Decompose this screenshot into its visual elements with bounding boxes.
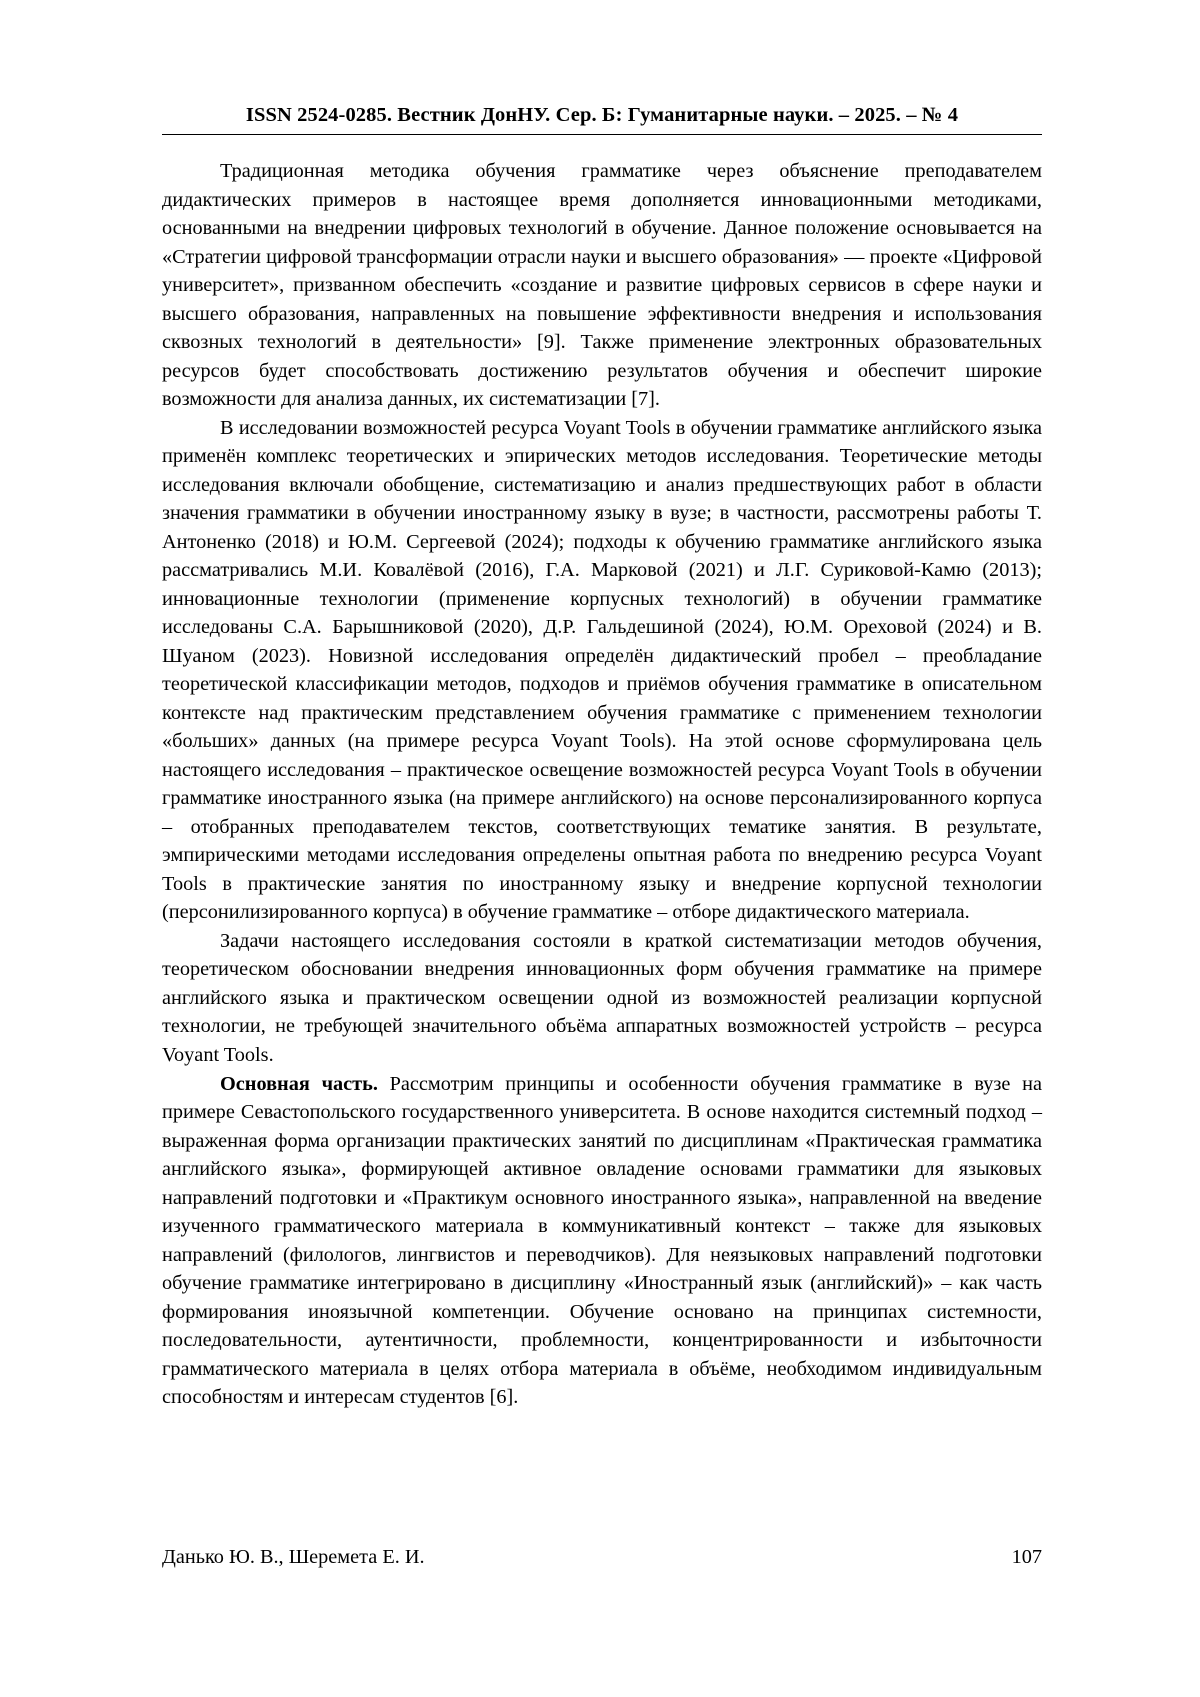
header-rule bbox=[162, 134, 1042, 135]
footer-page-number: 107 bbox=[1011, 1546, 1042, 1568]
body-text bbox=[162, 157, 1042, 1412]
paragraph-1: Традиционная методика обучения грамматике через объяснение преподавателем дидактических примеров в настоящее время дополняется инновационными методиками, основанными на внедрении цифровых технологий в обучение. Данное положение основывается на «Стратегии цифровой трансформации отрасли науки и высшего образования» — проекте «Цифровой университет», призванном обеспечить «создание и развитие цифровых сервисов в сфере науки и высшего образования, направленных на повышение эффективности внедрения и использования сквозных технологий в деятельности» [9]. Также применение электронных образовательных ресурсов будет способствовать достижению результатов обучения и обеспечит широкие возможности для анализа данных, их систематизации [7]. bbox=[162, 160, 1042, 411]
running-head: ISSN 2524-0285. Вестник ДонНУ. Сер. Б: Гуманитарные науки. – 2025. – № 4 bbox=[245, 104, 959, 126]
paragraph-4 bbox=[162, 1070, 1042, 1412]
paragraph-4-text: Рассмотрим принципы и особенности обучения грамматике в вузе на примере Севастопольского государственного университета. В основе находится системный подход – выраженная форма организации практических занятий по дисциплинам «Практическая грамматика английского языка», формирующей активное овладение основами грамматики для языковых направлений подготовки и «Практикум основного иностранного языка», направленной на введение изученного грамматического материала в коммуникативный контекст – также для языковых направлений (филологов, лингвистов и переводчиков). Для неязыковых направлений подготовки обучение грамматике интегрировано в дисциплину «Иностранный язык (английский)» – как часть формирования иноязычной компетенции. Обучение основано на принципах системности, последовательности, аутентичности, проблемности, концентрированности и избыточности грамматического материала в целях отбора материала в объёме, необходимом индивидуальным способностям и интересам студентов [6]. bbox=[162, 1072, 1042, 1409]
section-heading-inline: Основная часть. bbox=[220, 1072, 378, 1095]
page-footer bbox=[162, 1546, 1042, 1569]
footer-authors: Данько Ю. В., Шеремета Е. И. bbox=[162, 1546, 425, 1568]
paragraph-2: В исследовании возможностей ресурса Voyant Tools в обучении грамматике английского языка применён комплекс теоретических и эпирических методов исследования. Теоретические методы исследования включали обобщение, систематизацию и анализ предшествующих работ в области значения грамматики в обучении иностранному языку в вузе; в частности, рассмотрены работы Т. Антоненко (2018) и Ю.М. Сергеевой (2024); подходы к обучению грамматике английского языка рассматривались М.И. Ковалёвой (2016), Г.А. Марковой (2021) и Л.Г. Суриковой-Камю (2013); инновационные технологии (применение корпусных технологий) в обучении грамматике исследованы С.А. Барышниковой (2020), Д.Р. Гальдешиной (2024), Ю.М. Ореховой (2024) и В. Шуаном (2023). Новизной исследования определён дидактический пробел – преобладание теоретической классификации методов, подходов и приёмов обучения грамматике в описательном контексте над практическим представлением обучения грамматике с применением технологии «больших» данных (на примере ресурса Voyant Tools). На этой основе сформулирована цель настоящего исследования – практическое освещение возможностей ресурса Voyant Tools в обучении грамматике иностранного языка (на примере английского) на основе персонализированного корпуса – отобранных преподавателем текстов, соответствующих тематике занятия. В результате, эмпирическими методами исследования определены опытная работа по внедрению ресурса Voyant Tools в практические занятия по иностранному языку и внедрение корпусной технологии (персонилизированного корпуса) в обучение грамматике – отборе дидактического материала. bbox=[162, 416, 1042, 924]
page-content bbox=[162, 104, 1042, 1412]
paragraph-3: Задачи настоящего исследования состояли в краткой систематизации методов обучения, теоретическом обосновании внедрения инновационных форм обучения грамматике на примере английского языка и практическом освещении одной из возможностей реализации корпусной технологии, не требующей значительного объёма аппаратных возможностей устройств – ресурса Voyant Tools. bbox=[162, 929, 1042, 1066]
